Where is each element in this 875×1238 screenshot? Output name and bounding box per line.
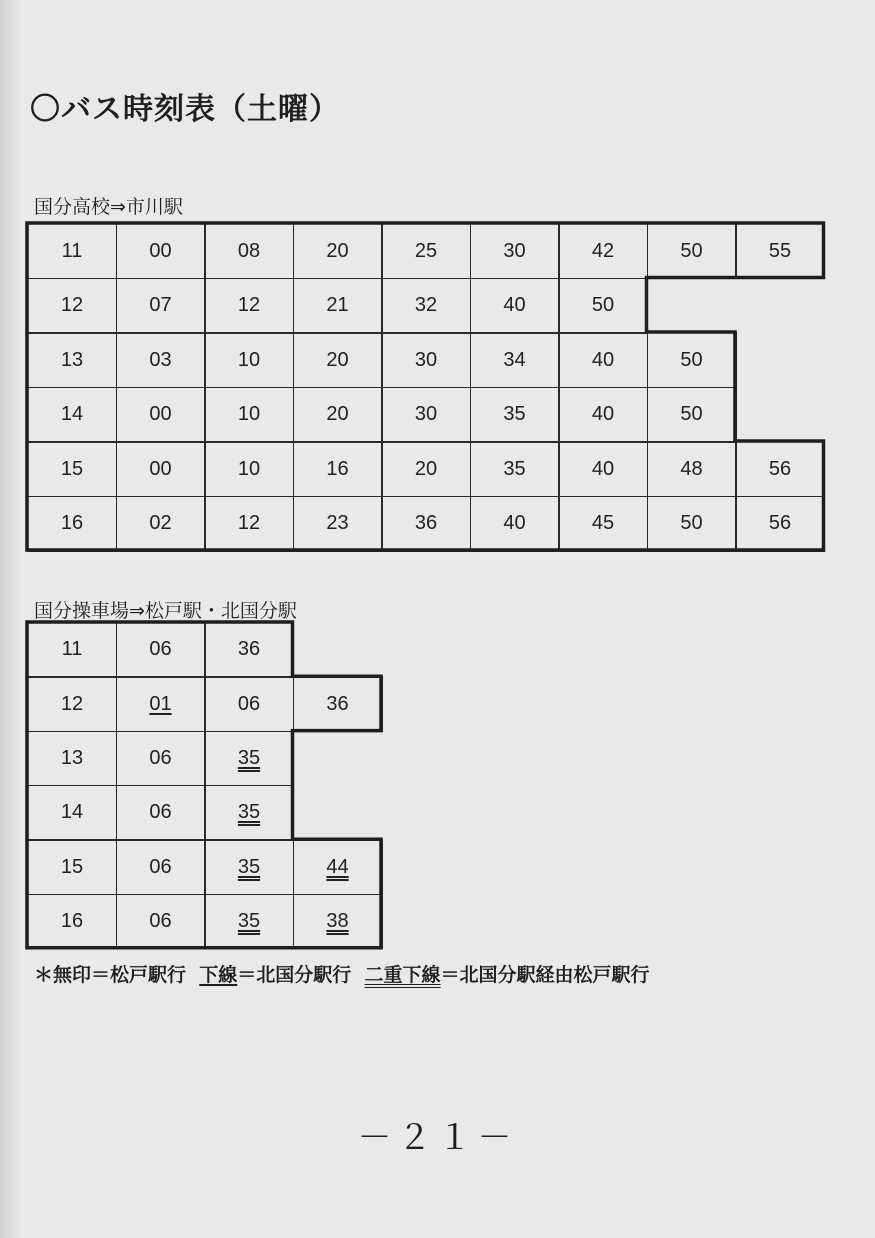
table2-minute-cell: [293, 676, 383, 732]
table1-minute-cell: [293, 223, 383, 279]
table1-minute-cell: [293, 278, 383, 334]
minute-value: 08: [237, 239, 261, 262]
legend-double-def: ＝北国分駅経由松戸駅行: [440, 964, 650, 986]
table1-minute-cell: [293, 496, 383, 552]
table1-minute-cell: [558, 496, 648, 552]
minute-value: 50: [591, 294, 615, 316]
table1-hour-cell: 13: [27, 332, 117, 388]
minute-value: 40: [591, 348, 615, 371]
legend-double-term: 二重下線: [364, 964, 441, 986]
table1-minute-cell: [647, 441, 737, 497]
table1-minute-cell: [293, 387, 383, 443]
minute-value: 06: [237, 692, 261, 715]
table1-minute-cell: [470, 278, 560, 334]
table2-minute-cell: [204, 676, 294, 732]
table2-minute-cell: [293, 894, 383, 950]
table1-minute-cell: [558, 223, 648, 279]
minute-value: 06: [149, 909, 172, 932]
minute-value: 50: [680, 403, 703, 425]
table1-hour-cell: 15: [27, 441, 117, 497]
table2-minute-cell: [293, 839, 383, 895]
table2-minute-cell: [116, 785, 206, 841]
table1-minute-cell: [204, 332, 294, 388]
minute-value: 35: [237, 909, 261, 932]
minute-value: 10: [237, 348, 261, 371]
table1-minute-cell: [204, 278, 294, 334]
table2-minute-cell: [116, 894, 206, 950]
table1-minute-cell: [558, 278, 648, 334]
table1-minute-cell: [558, 332, 648, 388]
minute-value: 03: [149, 348, 172, 371]
minute-value: 36: [326, 692, 349, 715]
table1-minute-cell: [381, 332, 471, 388]
table2-hour-cell: 13: [27, 731, 117, 787]
minute-value: 16: [326, 457, 349, 480]
minute-value: 00: [149, 403, 172, 425]
minute-value: 01: [149, 692, 172, 715]
table2-hour-cell: 16: [27, 894, 117, 950]
table1-minute-cell: [381, 496, 471, 552]
table1-minute-cell: [647, 387, 737, 443]
table1-minute-cell: [470, 441, 560, 497]
minute-value: 12: [237, 512, 261, 534]
minute-value: 40: [591, 457, 615, 480]
minute-value: 20: [326, 348, 349, 371]
table1-minute-cell: [470, 332, 560, 388]
table2-hour-cell: 14: [27, 785, 117, 841]
minute-value: 06: [149, 855, 172, 878]
table2-hour-cell: 11: [27, 622, 117, 678]
minute-value: 30: [414, 403, 438, 425]
table1-minute-cell: [558, 387, 648, 443]
minute-value: 48: [680, 457, 703, 480]
table1-minute-cell: [470, 223, 560, 279]
minute-value: 44: [326, 855, 349, 878]
table1-minute-cell: [293, 332, 383, 388]
table2-label: 国分操車場⇒松戸駅・北国分駅: [34, 600, 297, 622]
legend-note: [34, 960, 650, 987]
minute-value: 10: [237, 403, 261, 425]
minute-value: 34: [503, 348, 526, 371]
minute-value: 35: [237, 801, 261, 824]
table1-minute-cell: [470, 387, 560, 443]
minute-value: 35: [237, 746, 261, 769]
table1-minute-cell: [116, 223, 206, 279]
table1-minute-cell: [204, 387, 294, 443]
minute-value: 36: [414, 512, 438, 534]
minute-value: 40: [591, 403, 615, 425]
table2-minute-cell: [116, 839, 206, 895]
minute-value: 20: [414, 457, 438, 480]
table2-hour-cell: 12: [27, 676, 117, 732]
minute-value: 00: [149, 457, 172, 480]
table1-minute-cell: [647, 496, 737, 552]
minute-value: 12: [237, 294, 261, 316]
table1-hour-cell: 11: [27, 223, 117, 279]
table1-minute-cell: [381, 278, 471, 334]
legend-single-def: ＝北国分駅行: [237, 964, 352, 986]
minute-value: 02: [149, 512, 172, 534]
table1-hour-cell: 14: [27, 387, 117, 443]
minute-value: 00: [149, 239, 172, 262]
table1-minute-cell: [381, 441, 471, 497]
table1-hour-cell: 12: [27, 278, 117, 334]
minute-value: 21: [326, 294, 349, 316]
minute-value: 10: [237, 457, 261, 480]
minute-value: 45: [591, 512, 615, 534]
minute-value: 30: [503, 239, 526, 262]
minute-value: 56: [768, 457, 792, 480]
table1-hour-cell: 16: [27, 496, 117, 552]
table1-label: 国分高校⇒市川駅: [34, 196, 183, 218]
minute-value: 20: [326, 403, 349, 425]
table2-minute-cell: [116, 731, 206, 787]
minute-value: 50: [680, 512, 703, 534]
minute-value: 50: [680, 348, 703, 371]
table1-minute-cell: [470, 496, 560, 552]
table1-minute-cell: [116, 332, 206, 388]
page-edge-shadow: [0, 0, 22, 1238]
minute-value: 38: [326, 909, 349, 932]
minute-value: 30: [414, 348, 438, 371]
minute-value: 25: [414, 239, 438, 262]
minute-value: 50: [680, 239, 703, 262]
table1-minute-cell: [558, 441, 648, 497]
table1-minute-cell: [116, 441, 206, 497]
table1-minute-cell: [204, 223, 294, 279]
table2-minute-cell: [116, 676, 206, 732]
minute-value: 42: [591, 239, 615, 262]
minute-value: 06: [149, 638, 172, 661]
table1-minute-cell: [116, 496, 206, 552]
minute-value: 06: [149, 801, 172, 824]
legend-prefix: ＊無印＝松戸駅行: [34, 964, 187, 986]
table2-minute-cell: [116, 622, 206, 678]
minute-value: 32: [414, 294, 438, 316]
table1-minute-cell: [204, 496, 294, 552]
minute-value: 40: [503, 294, 526, 316]
table2-minute-cell: [204, 894, 294, 950]
minute-value: 20: [326, 239, 349, 262]
minute-value: 40: [503, 512, 526, 534]
minute-value: 07: [149, 294, 172, 316]
table1-minute-cell: [647, 332, 737, 388]
table1-minute-cell: [735, 496, 825, 552]
table2-hour-cell: 15: [27, 839, 117, 895]
page-title: 〇バス時刻表（土曜）: [30, 92, 340, 127]
minute-value: 23: [326, 512, 349, 534]
minute-value: 35: [503, 403, 526, 425]
page-number: －２１－: [357, 1118, 518, 1158]
minute-value: 35: [503, 457, 526, 480]
table1-minute-cell: [647, 223, 737, 279]
minute-value: 56: [768, 512, 792, 534]
legend-single-term: 下線: [199, 964, 238, 986]
table1-minute-cell: [381, 387, 471, 443]
table2-minute-cell: [204, 622, 294, 678]
table1-minute-cell: [293, 441, 383, 497]
table2-minute-cell: [204, 839, 294, 895]
table1-minute-cell: [381, 223, 471, 279]
table1-minute-cell: [116, 278, 206, 334]
minute-value: 55: [768, 239, 792, 262]
minute-value: 06: [149, 746, 172, 769]
table2-minute-cell: [204, 731, 294, 787]
minute-value: 35: [237, 855, 261, 878]
table1-minute-cell: [116, 387, 206, 443]
table1-minute-cell: [204, 441, 294, 497]
table1-minute-cell: [735, 441, 825, 497]
minute-value: 36: [237, 638, 261, 661]
table2-minute-cell: [204, 785, 294, 841]
table1-minute-cell: [735, 223, 825, 279]
